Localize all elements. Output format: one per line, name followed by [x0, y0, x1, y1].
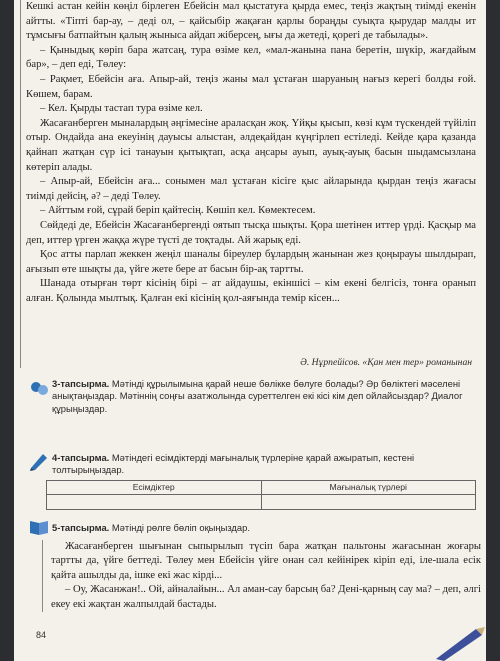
task-3 [52, 378, 476, 415]
passage-paragraph: Қос атты парлап жеккен жеңіл шаналы біреулер бұлардың жанынан жез қоңырауы шылдырап, ағызып өте шықты да, үйге жете бере ат басын бір-ақ тартты. [26, 249, 476, 275]
passage-paragraph: Жасағанберген мыналардың әңгімесіне араласқан жоқ. Үйқы қысып, көзі кұм түскендей түйіліп отыр. Ондайда ана екеуінің дауысы алыстан, әлдеқайдан күңгірлеп естіледі. Кейде қара қазанда қайнап жатқан сүр ісі танауын қытықтап, асқа аңсары ауып, ауық-ауық басын шыдамсызлана көтеріп алады. [26, 117, 476, 173]
task-text: Мәтінді құрылымына қарай неше бөлікке бөлуге болады? Әр бөліктегі мәселені анықтаңыздар. Мәтіннің соңғы азатжолында суреттелген екі кісі кім деп ойлайсыздар? Диалог құрыңыздар. [52, 378, 463, 414]
passage-border [20, 0, 21, 368]
textbook-page [14, 0, 486, 661]
column-header: Мағыналық түрлері [329, 482, 407, 492]
book-icon [28, 516, 50, 538]
task-label: 5-тапсырма. [52, 522, 110, 533]
table-cell [47, 495, 262, 509]
second-passage [42, 540, 481, 612]
passage-paragraph: – Қыныдық көріп бара жатсаң, тура өзіме кел, «мал-жанына пана беретін, шүкір, жағдайым бар», – деп еді, Төлеу: [26, 44, 476, 71]
pencil-icon [28, 450, 50, 472]
passage-paragraph: Шанада отырған төрт кісінің бірі – ат айдаушы, екіншісі – кім екені белгісіз, тонға оранып алған. Қолында мылтық. Қалған екі кісінің қол-аяғында темір кісен... [26, 278, 476, 304]
task-text: Мәтінді рөлге бөліп оқыңыздар. [111, 522, 250, 533]
table-cell [262, 495, 476, 509]
passage-paragraph: – Апыр-ай, Ебейсін аға... сонымен мал ұстаған кісіге қыс айларында қырдан теңіз жағасы тиімді дейсің, ә? – деді Төлеу. [26, 176, 476, 202]
passage-paragraph: Жасағанберген шығынан сыпырылып түсіп бара жатқан пальтоны жағасынан жоғары тартты да, үйге беттеді. Төлеу мен Ебейсін үйге онан сәл кейінірек кіріп еді, іле-шала есік қайта ашылды да, ішке екі жас кірді... [51, 541, 481, 581]
task-label: 4-тапсырма. [52, 452, 110, 463]
table-row [47, 495, 475, 509]
pencil-decoration-icon [426, 621, 486, 661]
task-text: Мәтіндегі есімдіктерді мағыналық түрлеріне қарай ажыратып, кестені толтырыңыздар. [52, 452, 415, 476]
passage-paragraph: Сөйдеді де, Ебейсін Жасағанбергенді оятып тысқа шықты. Қора шетінен иттер үрді. Қасқыр ма деп, иттер үрген жаққа жүре түсті де тоқтады. Ай жарық еді. [26, 219, 476, 246]
page-number: 84 [36, 630, 47, 640]
pronoun-table [46, 480, 476, 510]
passage-paragraph: – Айттым ғой, сұрай беріп қайтесің. Көшіп кел. Көмектесем. [40, 205, 316, 217]
passage-paragraph: Кешкі астан кейін көңіл бірлеген Ебейсін мал қыстатуға қырда емес, теңіз жақтың тиімді екенін айтты. «Тіпті бар-ау, – деді ол, – қайсыбір жақаған қарлы бораңды суықта қырудар малды ит тұмсығы батпайтын қалың жыныса айдап жіберсең, ығы да жетеді, қорегі де табылады». [26, 1, 476, 42]
main-passage [26, 0, 476, 306]
task-label: 3-тапсырма. [52, 378, 110, 389]
task-5 [52, 522, 476, 534]
passage-paragraph: – Оу, Жасанжан!.. Ой, айналайын... Ал аман-сау барсың ба? Дені-қарның сау ма? – деп, әлгі екеу екі жақтан жалпылдай бастады. [51, 584, 481, 610]
source-citation: Ә. Нұрпейісов. «Қан мен тер» романынан [300, 357, 472, 368]
table-header [47, 481, 475, 495]
task-4 [52, 452, 476, 477]
passage-paragraph: – Кел. Қырды тастап тура өзіме кел. [40, 103, 203, 115]
discussion-icon [28, 378, 50, 400]
column-header: Есімдіктер [47, 481, 262, 494]
passage-paragraph: – Рақмет, Ебейсін аға. Апыр-ай, теңіз жаны мал ұстаған шаруаның нағыз керегі болды ғой. Көшем, барам. [26, 73, 476, 100]
